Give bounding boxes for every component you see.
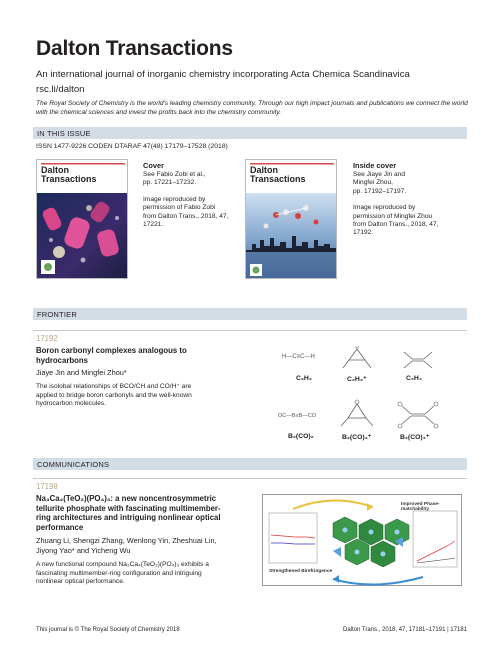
frontier-rule: [33, 330, 467, 331]
cover-caption: Cover See Fabio Zobi et al., pp. 17221–17232. Image reproduced by permission of Fabio Zobi from Dalton Trans., 2018, 47, 17221.: [143, 161, 238, 229]
issn-line: ISSN 1477-9226 CODEN DTARAF 47(48) 17179–17528 (2018): [36, 143, 228, 150]
mol-c2h3-structure: [340, 344, 374, 372]
mol-b2co2-structure: OC—B≡B—CO: [278, 413, 317, 419]
polyhedra-cluster: [333, 517, 409, 567]
svg-text:H: H: [355, 345, 359, 350]
in-this-issue-bar: [33, 127, 467, 139]
journal-url[interactable]: rsc.li/dalton: [36, 84, 85, 95]
communications-bar: [33, 458, 467, 470]
inside-cover-caption: Inside cover See Jiaye Jin and Mingfei Zhou, pp. 17192–17197. Image reproduced by permission of Mingfei Zhou from Dalton Trans., 2018, 47, 17192.: [353, 161, 453, 238]
label-b2co4: B₂(CO)₄⁺: [400, 434, 430, 441]
communications-authors: Zhuang Li, Shengzi Zhang, Wenlong Yin, Zheshuai Lin, Jiyong Yao* and Yicheng Wu: [36, 536, 217, 555]
communications-article-title[interactable]: Na₃Ca₄(TeO₃)(PO₄)₃: a new noncentrosymmetric tellurite phosphate with fascinating multimember- ring architectures and intriguing nonlinear optical performance: [36, 494, 221, 532]
footer-citation: Dalton Trans., 2018, 47, 17181–17191 | 17181: [343, 627, 467, 633]
communications-rule: [33, 478, 467, 479]
label-strengthened-birefringence: Strengthened Birefringence: [269, 569, 333, 574]
frontier-description: The isolobal relationships of BCO/CH and CO/H⁺ are applied to bridge boron carbonyls and the well-known hydrocarbon molecules.: [36, 383, 192, 407]
cover-caption-title: Cover: [143, 161, 164, 170]
label-c2h4: C₂H₄: [406, 375, 423, 382]
frontier-label: FRONTIER: [37, 309, 77, 319]
journal-subtitle: An international journal of inorganic chemistry incorporating Acta Chemica Scandinavica: [36, 69, 410, 80]
mol-c2h4-structure: [398, 348, 438, 370]
journal-title: Dalton Transactions: [36, 37, 233, 60]
communications-graphic: [262, 494, 462, 586]
frontier-authors: Jiaye Jin and Mingfei Zhou*: [36, 368, 127, 378]
frontier-chem-graphic: [276, 340, 466, 452]
in-this-issue-label: IN THIS ISSUE: [37, 128, 91, 138]
cover-thumbnail[interactable]: [36, 159, 128, 279]
mol-b2co4-structure: [394, 400, 442, 430]
label-b2co3: B₂(CO)₃⁺: [342, 434, 372, 441]
communications-description: A new functional compound Na₃Ca₄(TeO₃)(PO₄)₃ exhibits a fascinating multimember-ring configuration and intriguing nonlinear optical performance.: [36, 561, 209, 586]
inside-cover-caption-title: Inside cover: [353, 161, 397, 170]
cover-thumb-title: Dalton Transactions: [41, 165, 97, 184]
frontier-article: [36, 346, 266, 408]
label-b2co2: B₂(CO)₂: [288, 433, 314, 440]
frontier-bar: [33, 308, 467, 320]
frontier-page-number[interactable]: 17192: [36, 334, 58, 343]
label-improved-phase-matchability: Improved Phase-matchability: [401, 502, 440, 512]
footer-copyright: This journal is © The Royal Society of Chemistry 2018: [36, 627, 180, 633]
inside-cover-thumb-title: Dalton Transactions: [250, 165, 306, 184]
communications-page-number[interactable]: 17198: [36, 482, 58, 491]
communications-article: [36, 494, 266, 587]
label-c2h3: C₂H₃⁺: [347, 376, 367, 383]
mol-c2h2-structure: H—C≡C—H: [282, 354, 315, 360]
frontier-article-title[interactable]: Boron carbonyl complexes analogous to hydrocarbons: [36, 346, 187, 365]
label-c2h2: C₂H₂: [296, 375, 312, 382]
journal-intro: The Royal Society of Chemistry is the world's leading chemistry community. Through our high impact journals and publications we connect the world with the chemical sciences and invest the profits back into the chemistry community.: [36, 100, 468, 116]
mol-b2co3-structure: [338, 398, 376, 430]
communications-label: COMMUNICATIONS: [37, 459, 110, 469]
inside-cover-thumbnail[interactable]: [245, 159, 337, 279]
